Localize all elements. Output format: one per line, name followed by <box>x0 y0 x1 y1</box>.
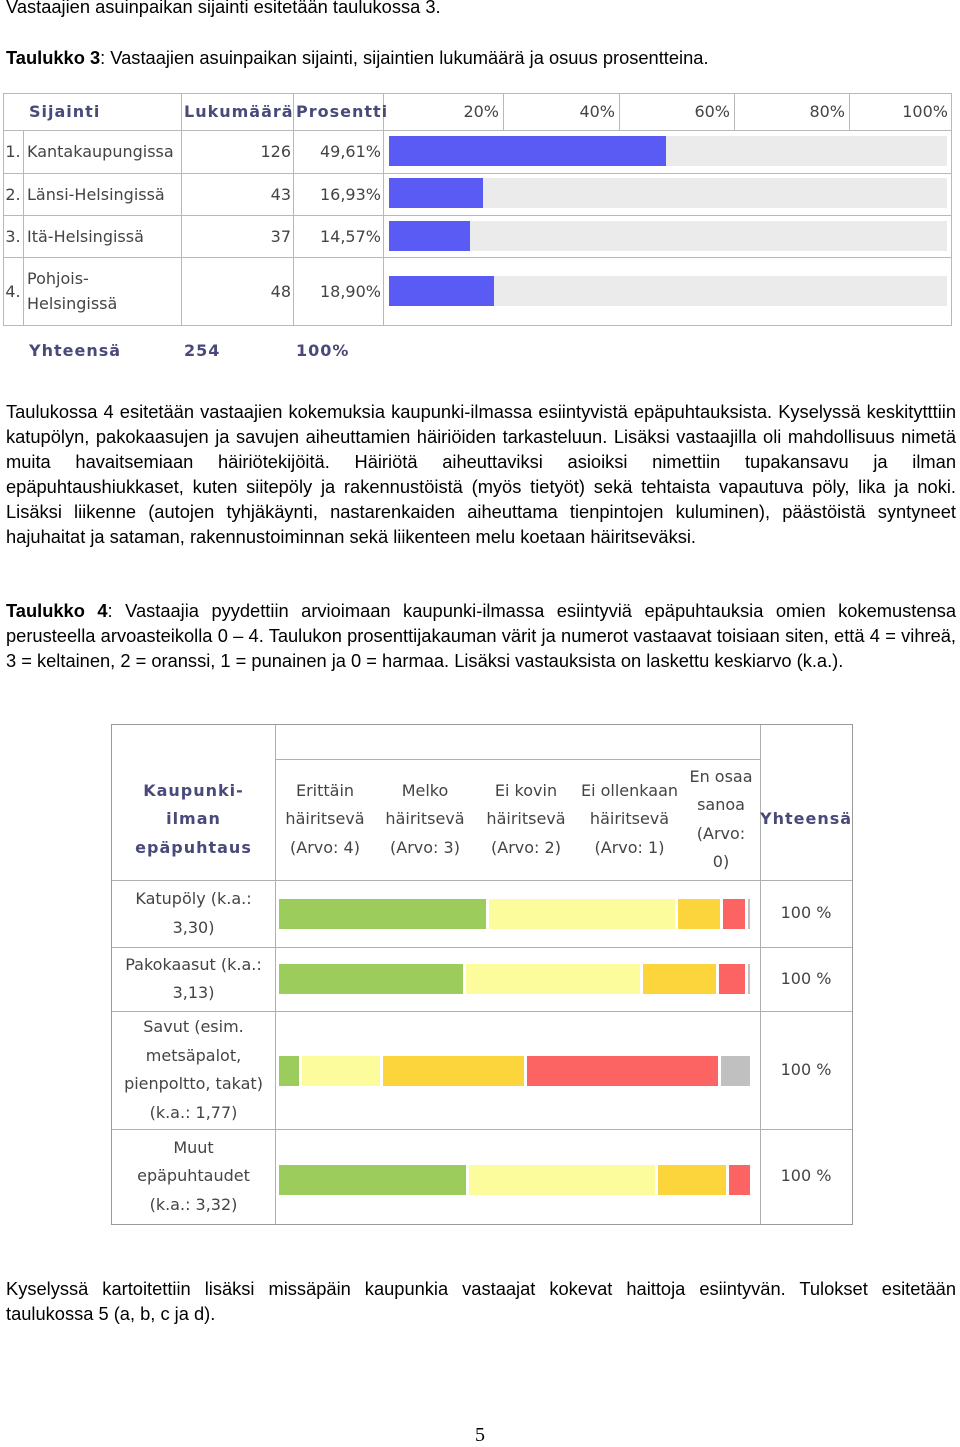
t3-header-count: Lukumäärä <box>184 102 294 121</box>
t4-row-label-line: 3,13) <box>172 983 215 1002</box>
t4-row-label-line: (k.a.: 3,32) <box>149 1194 238 1214</box>
t3-row-pct: 49,61% <box>319 142 381 161</box>
paragraph-table4-intro: Taulukossa 4 esitetään vastaajien kokemuksia kaupunki-ilmassa esiintyvistä epäpuhtauksista. Kyselyssä keskitytttiin katupölyn, pakokaasujen ja savujen aiheuttamien häiriöiden tarkasteluun. Lisäksi vastaajilla oli mahdollisuus nimetä muita havaitsemiaan häiriötekijöitä. Häiriötä aiheuttaviksi asioiksi nimettiin tupakansavu ja ilman epäpuhtaushiukkaset, kuten siitepöly ja rakennustöistä (myös tietyöt) sekä tehtaista vapautuva pöly, lika ja noki. Lisäksi liikenne (autojen tyhjäkäynti, nastarenkaiden aiheuttama tienpintojen kuluminen), päästöistä syntyneet hajuhaitat ja sataman, rakennustoiminnan sekä liikenteen melu koetaan häiritseväksi. <box>6 401 956 547</box>
t4-row-label-line: pienpoltto, takat) <box>124 1074 263 1093</box>
t3-line <box>3 325 952 326</box>
t3-row-name-line: Pohjois- <box>27 269 89 288</box>
t4-row-label-line: Muut <box>173 1137 214 1157</box>
t4-col-line: (Arvo: 1) <box>594 837 665 857</box>
t4-col-line: (Arvo: 4) <box>290 837 360 857</box>
t3-row-num: 3. <box>5 226 21 246</box>
t4-row-total: 100 % <box>780 1166 832 1186</box>
t4-col-line: Ei ollenkaan <box>580 780 679 800</box>
t3-header-location: Sijainti <box>29 102 101 121</box>
t3-row-count: 37 <box>270 226 291 246</box>
t3-row-num: 1. <box>5 142 21 161</box>
t4-col-header <box>375 759 475 880</box>
t4-bar-segment-value-2 <box>658 1165 726 1195</box>
t4-row-label-line: Savut (esim. <box>143 1017 244 1036</box>
t4-bar-segment-value-0 <box>748 964 750 994</box>
t3-line <box>3 215 952 216</box>
table3-caption <box>6 45 956 70</box>
t3-row-pct: 14,57% <box>319 226 381 246</box>
t4-corner-text: Kaupunki-ilman epäpuhtaus <box>135 780 252 857</box>
t4-corner-header <box>112 759 275 880</box>
t4-col-header <box>577 759 682 880</box>
t4-bar-segment-value-2 <box>643 964 717 994</box>
t3-total-pct: 100% <box>296 341 350 360</box>
table4 <box>111 724 853 1225</box>
t4-col-line: (Arvo: <box>696 823 746 843</box>
t4-col-line: häiritsevä <box>486 809 566 829</box>
t4-row-total: 100 % <box>780 968 832 988</box>
t3-row-pct: 16,93% <box>319 184 381 204</box>
t4-bar-segment-value-3 <box>466 964 640 994</box>
t4-row-label-line: epäpuhtaudet <box>137 1166 250 1186</box>
intro-line: Vastaajien asuinpaikan sijainti esitetään taulukossa 3. <box>6 0 441 17</box>
t4-col-line: Melko <box>401 780 449 800</box>
paragraph-table5-intro: Kyselyssä kartoitettiin lisäksi missäpäin kaupunkia vastaajat kokevat haittoja esiintyvän. Tulokset esitetään taulukossa 5 (a, b, c ja d). <box>6 1278 956 1324</box>
t4-bar-segment-value-0 <box>748 899 750 929</box>
t4-row-label-line: Pakokaasut (k.a.: <box>125 954 262 974</box>
t4-row-label-line: (k.a.: 1,77) <box>149 1102 238 1122</box>
t4-col-header <box>275 759 375 880</box>
t4-row-label <box>112 1129 275 1224</box>
t3-bar <box>389 221 470 251</box>
t4-col-line: (Arvo: 3) <box>390 837 460 857</box>
t4-bar-segment-value-1 <box>527 1056 718 1086</box>
t4-col-line: häiritsevä <box>285 809 365 829</box>
t4-total-header: Yhteensä <box>759 809 853 829</box>
t4-bar-segment-value-3 <box>469 1165 656 1195</box>
t3-scale-80: 80% <box>809 102 845 121</box>
t4-row-label-line: metsäpalot, <box>145 1045 242 1065</box>
t4-col-line: häiritsevä <box>385 809 465 829</box>
t4-bar-segment-value-3 <box>489 899 676 929</box>
table3-caption-text: : Vastaajien asuinpaikan sijainti, sijaintien lukumäärä ja osuus prosentteina. <box>100 47 709 68</box>
t3-row-pct: 18,90% <box>319 281 381 301</box>
t4-bar-segment-value-4 <box>279 899 486 929</box>
t3-row-name: Länsi-Helsingissä <box>27 184 165 204</box>
t4-bar-segment-value-4 <box>279 964 463 994</box>
t3-row-num: 2. <box>5 184 21 204</box>
t3-header-percent: Prosentti <box>296 102 389 121</box>
t3-bar-track <box>389 221 947 251</box>
t4-bar-segment-value-2 <box>678 899 720 929</box>
t4-bar-segment-value-4 <box>279 1165 466 1195</box>
t3-scale-20: 20% <box>463 102 499 121</box>
t4-col-header <box>682 759 760 880</box>
t4-bar-segment-value-4 <box>279 1056 299 1086</box>
t4-bar-segment-value-3 <box>302 1056 380 1086</box>
t4-row-total: 100 % <box>780 1059 832 1079</box>
t3-row-count: 48 <box>270 281 291 301</box>
t4-col-header <box>475 759 577 880</box>
t3-row-name-line: Helsingissä <box>27 294 118 313</box>
t4-col-line: häiritsevä <box>589 809 670 829</box>
t3-line <box>3 257 952 258</box>
t3-row-count: 43 <box>270 184 291 204</box>
t4-row-label <box>112 880 275 947</box>
t4-col-line: 0) <box>712 852 730 871</box>
t3-row-name: Kantakaupungissa <box>27 142 174 161</box>
t3-bar <box>389 136 666 166</box>
t3-bar <box>389 276 494 306</box>
t3-row-name <box>27 257 117 325</box>
t3-border-right <box>951 93 952 325</box>
t3-total-count: 254 <box>184 341 221 360</box>
table3 <box>3 93 952 376</box>
page-number: 5 <box>475 1424 485 1446</box>
t4-col-line: (Arvo: 2) <box>491 837 561 857</box>
t3-line <box>23 130 24 325</box>
t3-row-count: 126 <box>260 142 291 161</box>
table4-caption <box>6 598 956 673</box>
t4-col-line: sanoa <box>697 795 745 814</box>
t3-scale-40: 40% <box>579 102 615 121</box>
t4-col-line: Erittäin <box>295 780 355 800</box>
t3-bar <box>389 178 483 208</box>
table3-caption-label: Taulukko 3 <box>6 47 101 68</box>
t4-row-label <box>112 947 275 1011</box>
t3-row-name: Itä-Helsingissä <box>27 226 144 246</box>
t4-row-total: 100 % <box>780 903 832 923</box>
t4-row-label-line: Katupöly (k.a.: <box>135 889 252 908</box>
t4-row-label <box>112 1011 275 1129</box>
table4-caption-label: Taulukko 4 <box>6 600 108 621</box>
t4-bar-segment-value-1 <box>719 964 745 994</box>
t4-col-line: En osaa <box>689 766 753 786</box>
table4-caption-text: : Vastaajia pyydettiin arvioimaan kaupunki-ilmassa esiintyviä epäpuhtauksia omien kokemustensa perusteella arvoasteikolla 0 – 4. Taulukon prosenttijakauman värit ja numerot vastaavat toisiaan siten, että 4 = vihreä, 3 = keltainen, 2 = oranssi, 1 = punainen ja 0 = harmaa. Lisäksi vastauksista on laskettu keskiarvo (k.a.). <box>6 600 957 671</box>
t3-scale-60: 60% <box>694 102 730 121</box>
t3-total-label: Yhteensä <box>29 341 122 360</box>
t3-scale-100: 100% <box>902 102 948 121</box>
t4-row-label-line: 3,30) <box>172 917 215 937</box>
t4-bar-segment-value-2 <box>383 1056 524 1086</box>
t4-bar-segment-value-0 <box>721 1056 750 1086</box>
t4-bar-segment-value-1 <box>723 899 745 929</box>
t3-row-num: 4. <box>5 281 21 301</box>
t4-col-line: Ei kovin <box>494 780 558 800</box>
t4-bar-segment-value-1 <box>729 1165 750 1195</box>
